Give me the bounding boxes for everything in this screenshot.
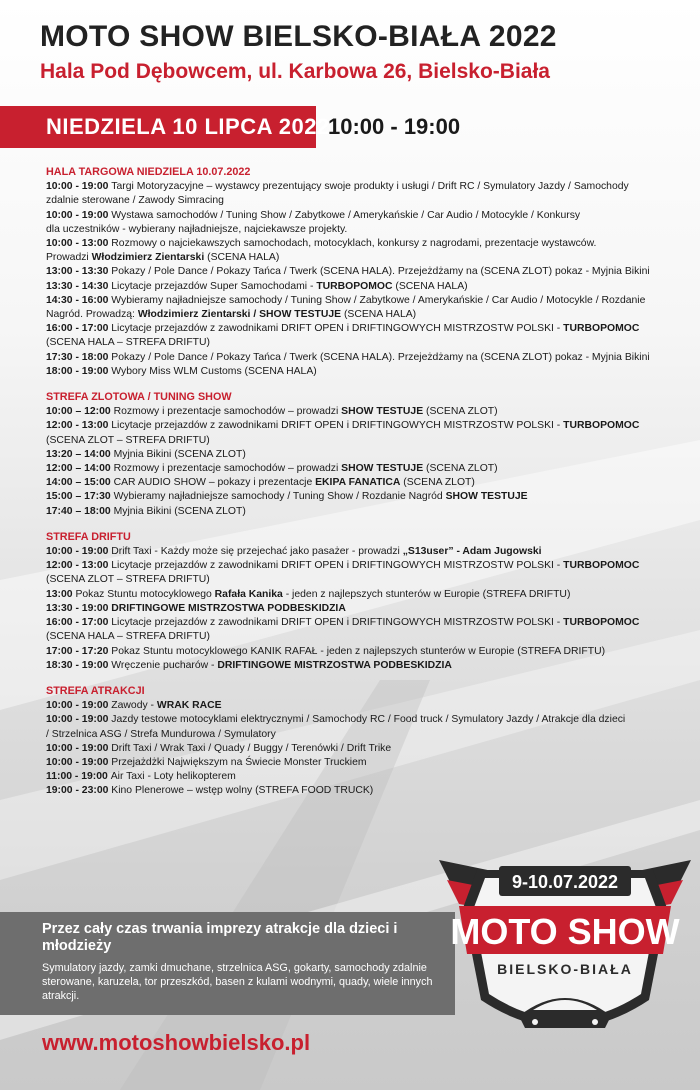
- schedule-line: [46, 659, 676, 673]
- schedule-line: [46, 728, 676, 742]
- schedule-line: [46, 308, 676, 322]
- line-text: (SCENA HALA): [341, 309, 417, 321]
- schedule-line: [46, 180, 676, 194]
- schedule-line: [46, 419, 676, 433]
- schedule-line: [46, 616, 676, 630]
- line-text: (SCENA ZLOT): [423, 463, 498, 475]
- line-text: dla uczestników - wybierany najładniejsze, najciekawsze projekty.: [46, 223, 348, 235]
- highlight-text: SHOW TESTUJE: [341, 463, 424, 475]
- program-schedule: [46, 165, 676, 810]
- highlight-text: 10:00 - 19:00: [46, 742, 112, 754]
- schedule-line: [46, 462, 676, 476]
- highlight-text: Włodzimierz Zientarski: [91, 252, 205, 264]
- schedule-line: [46, 559, 676, 573]
- line-text: (SCENA ZLOT): [400, 477, 475, 489]
- line-text: (SCENA HALA – STREFA DRIFTU): [46, 631, 210, 643]
- highlight-text: 14:30 - 16:00: [46, 294, 112, 306]
- program-section: [46, 165, 676, 379]
- line-text: zdalnie sterowane / Zawody Simracing: [46, 195, 224, 207]
- highlight-text: WRAK RACE: [156, 700, 222, 712]
- highlight-text: SHOW TESTUJE: [341, 406, 424, 418]
- page-title: MOTO SHOW BIELSKO-BIAŁA 2022: [40, 20, 557, 53]
- highlight-text: SHOW TESTUJE: [445, 491, 528, 503]
- line-text: Jazdy testowe motocyklami elektrycznymi / Samochody RC / Food truck / Symulatory Jazdy / Atrakcje dla dzieci: [111, 714, 626, 726]
- highlight-text: 10:00 - 19:00: [46, 714, 112, 726]
- line-text: Drift Taxi / Wrak Taxi / Quady / Buggy / Terenówki / Drift Trike: [111, 742, 392, 754]
- line-text: Wybieramy najładniejsze samochody / Tuning Show / Rozdanie Nagród: [113, 491, 446, 503]
- line-text: Drift Taxi - Każdy może się przejechać jako pasażer - prowadzi: [111, 546, 403, 558]
- schedule-line: [46, 476, 676, 490]
- schedule-line: [46, 336, 676, 350]
- schedule-line: [46, 294, 676, 308]
- schedule-line: [46, 434, 676, 448]
- line-text: (SCENA HALA – STREFA DRIFTU): [46, 337, 210, 349]
- line-text: Licytacje przejazdów z zawodnikami DRIFT OPEN i DRIFTINGOWYCH MISTRZOSTW POLSKI -: [111, 560, 564, 572]
- schedule-line: [46, 280, 676, 294]
- line-text: Wybieramy najładniejsze samochody / Tuning Show / Zabytkowe / Amerykańskie / Car Audio / Motocykle / Rozdanie: [111, 294, 646, 306]
- highlight-text: 12:00 - 13:00: [46, 420, 112, 432]
- line-text: Targi Motoryzacyjne – wystawcy prezentujący swoje produkty i usługi / Drift RC / Symulatory Jazdy / Samochody: [111, 181, 629, 193]
- schedule-line: [46, 351, 676, 365]
- highlight-text: 13:00: [46, 588, 76, 600]
- line-text: Prowadzi: [46, 252, 92, 264]
- program-section: [46, 684, 676, 799]
- schedule-line: [46, 505, 676, 519]
- program-section: [46, 530, 676, 673]
- highlight-text: 12:00 – 14:00: [46, 463, 114, 475]
- highlight-text: 16:00 - 17:00: [46, 617, 112, 629]
- schedule-line: [46, 573, 676, 587]
- line-text: (SCENA ZLOT – STREFA DRIFTU): [46, 574, 210, 586]
- line-text: Pokaz Stuntu motocyklowego: [75, 588, 215, 600]
- line-text: (SCENA ZLOT): [423, 406, 498, 418]
- section-heading: STREFA ZLOTOWA / TUNING SHOW: [46, 391, 232, 404]
- line-text: Rozmowy o najciekawszych samochodach, motocyklach, konkursy z nagrodami, prezentacje wystawców.: [111, 238, 597, 250]
- highlight-text: 13:30 - 19:00 DRIFTINGOWE MISTRZOSTWA PODBESKIDZIA: [46, 602, 346, 614]
- schedule-line: [46, 645, 676, 659]
- schedule-line: [46, 251, 676, 265]
- line-text: Air Taxi - Loty helikopterem: [110, 771, 236, 783]
- info-panel-text: Symulatory jazdy, zamki dmuchane, strzelnica ASG, gokarty, samochody zdalnie sterowane, karuzela, tor przeszkód, basen z kulami wodnymi, quady, wiele innych atrakcji.: [42, 962, 433, 1002]
- section-heading: HALA TARGOWA NIEDZIELA 10.07.2022: [46, 166, 251, 178]
- line-text: Pokazy / Pole Dance / Pokazy Tańca / Twerk (SCENA HALA). Przejeżdżamy na (SCENA ZLOT) pokaz - Myjnia Bikini: [111, 351, 650, 363]
- highlight-text: 10:00 - 19:00: [46, 756, 112, 768]
- schedule-line: [46, 588, 676, 602]
- section-heading: STREFA DRIFTU: [46, 530, 131, 543]
- highlight-text: 10:00 - 19:00: [46, 546, 112, 558]
- highlight-text: 15:00 – 17:30: [46, 491, 114, 503]
- highlight-text: 17:40 – 18:00: [46, 505, 114, 517]
- highlight-text: 16:00 - 17:00: [46, 323, 112, 335]
- line-text: Licytacje przejazdów z zawodnikami DRIFT OPEN i DRIFTINGOWYCH MISTRZOSTW POLSKI -: [111, 323, 564, 335]
- line-text: Wybory Miss WLM Customs (SCENA HALA): [111, 365, 317, 377]
- line-text: Myjnia Bikini (SCENA ZLOT): [113, 505, 246, 517]
- highlight-text: 13:20 – 14:00: [46, 448, 114, 460]
- highlight-text: 17:30 - 18:00: [46, 351, 112, 363]
- line-text: Kino Plenerowe – wstęp wolny (STREFA FOOD TRUCK): [111, 785, 374, 797]
- schedule-line: [46, 602, 676, 616]
- highlight-text: 17:00 - 17:20: [46, 645, 112, 657]
- highlight-text: 10:00 – 12:00: [46, 406, 114, 418]
- highlight-text: 19:00 - 23:00: [46, 785, 112, 797]
- schedule-line: [46, 699, 676, 713]
- line-text: Przejażdżki Największym na Świecie Monster Truckiem: [111, 756, 367, 768]
- schedule-line: [46, 405, 676, 419]
- logo-name: MOTO SHOW: [450, 911, 680, 952]
- line-text: CAR AUDIO SHOW – pokazy i prezentacje: [113, 477, 316, 489]
- highlight-text: TURBOPOMOC: [563, 617, 640, 629]
- line-text: Wystawa samochodów / Tuning Show / Zabytkowe / Amerykańskie / Car Audio / Motocykle / Konkursy: [111, 209, 581, 221]
- schedule-line: [46, 265, 676, 279]
- schedule-line: [46, 630, 676, 644]
- schedule-line: [46, 713, 676, 727]
- schedule-line: [46, 322, 676, 336]
- highlight-text: 13:30 - 14:30: [46, 280, 112, 292]
- highlight-text: TURBOPOMOC: [316, 280, 393, 292]
- schedule-line: [46, 223, 676, 237]
- line-text: Licytacje przejazdów z zawodnikami DRIFT OPEN i DRIFTINGOWYCH MISTRZOSTW POLSKI -: [111, 420, 564, 432]
- schedule-line: [46, 237, 676, 251]
- highlight-text: 13:00 - 13:30: [46, 266, 112, 278]
- highlight-text: 18:00 - 19:00: [46, 365, 112, 377]
- highlight-text: „S13user” - Adam Jugowski: [402, 546, 542, 558]
- highlight-text: TURBOPOMOC: [563, 560, 640, 572]
- line-text: Zawody -: [111, 700, 157, 712]
- schedule-line: [46, 756, 676, 770]
- schedule-line: [46, 784, 676, 798]
- highlight-text: Rafała Kanika: [214, 588, 283, 600]
- highlight-text: DRIFTINGOWE MISTRZOSTWA PODBESKIDZIA: [217, 659, 452, 671]
- line-text: (SCENA ZLOT – STREFA DRIFTU): [46, 434, 210, 446]
- highlight-text: 10:00 - 19:00: [46, 181, 112, 193]
- line-text: Licytacje przejazdów Super Samochodami -: [111, 280, 317, 292]
- schedule-line: [46, 209, 676, 223]
- logo-dates: 9-10.07.2022: [511, 872, 619, 892]
- line-text: Rozmowy i prezentacje samochodów – prowadzi: [113, 463, 342, 475]
- schedule-line: [46, 365, 676, 379]
- moto-show-logo: [437, 830, 693, 1058]
- logo-city: BIELSKO-BIAŁA: [497, 961, 633, 977]
- website-link[interactable]: www.motoshowbielsko.pl: [42, 1030, 311, 1055]
- highlight-text: 12:00 - 13:00: [46, 560, 112, 572]
- line-text: (SCENA HALA): [392, 280, 468, 292]
- line-text: Myjnia Bikini (SCENA ZLOT): [113, 448, 246, 460]
- schedule-line: [46, 448, 676, 462]
- highlight-text: 10:00 - 13:00: [46, 238, 112, 250]
- line-text: Wręczenie pucharów -: [111, 659, 218, 671]
- highlight-text: 14:00 – 15:00: [46, 477, 114, 489]
- line-text: / Strzelnica ASG / Strefa Mundurowa / Symulatory: [46, 728, 276, 740]
- schedule-line: [46, 742, 676, 756]
- day-label: NIEDZIELA 10 LIPCA 2022: [46, 114, 330, 139]
- line-text: Pokaz Stuntu motocyklowego KANIK RAFAŁ - jeden z najlepszych stunterów w Europie (STREFA DRIFTU): [111, 645, 606, 657]
- highlight-text: 18:30 - 19:00: [46, 659, 112, 671]
- line-text: - jeden z najlepszych stunterów w Europie (STREFA DRIFTU): [282, 588, 571, 600]
- highlight-text: 10:00 - 19:00: [46, 209, 112, 221]
- hours-label: 10:00 - 19:00: [328, 114, 461, 139]
- highlight-text: TURBOPOMOC: [563, 420, 640, 432]
- schedule-line: [46, 770, 676, 784]
- highlight-text: EKIPA FANATICA: [315, 477, 401, 489]
- highlight-text: TURBOPOMOC: [563, 323, 640, 335]
- schedule-line: [46, 490, 676, 504]
- info-panel-heading: Przez cały czas trwania imprezy atrakcje dla dzieci i młodzieży: [42, 921, 398, 954]
- program-section: [46, 390, 676, 519]
- line-text: Pokazy / Pole Dance / Pokazy Tańca / Twerk (SCENA HALA). Przejeżdżamy na (SCENA ZLOT) pokaz - Myjnia Bikini: [111, 266, 650, 278]
- line-text: Nagród. Prowadzą:: [46, 309, 138, 321]
- line-text: Rozmowy i prezentacje samochodów – prowadzi: [113, 406, 342, 418]
- line-text: (SCENA HALA): [204, 252, 280, 264]
- highlight-text: Włodzimierz Zientarski / SHOW TESTUJE: [137, 309, 342, 321]
- highlight-text: 11:00 - 19:00: [46, 771, 111, 783]
- venue-address: Hala Pod Dębowcem, ul. Karbowa 26, Bielsko-Biała: [40, 60, 550, 83]
- section-heading: STREFA ATRAKCJI: [46, 684, 145, 697]
- schedule-line: [46, 194, 676, 208]
- highlight-text: 10:00 - 19:00: [46, 700, 112, 712]
- schedule-line: [46, 545, 676, 559]
- line-text: Licytacje przejazdów z zawodnikami DRIFT OPEN i DRIFTINGOWYCH MISTRZOSTW POLSKI -: [111, 617, 564, 629]
